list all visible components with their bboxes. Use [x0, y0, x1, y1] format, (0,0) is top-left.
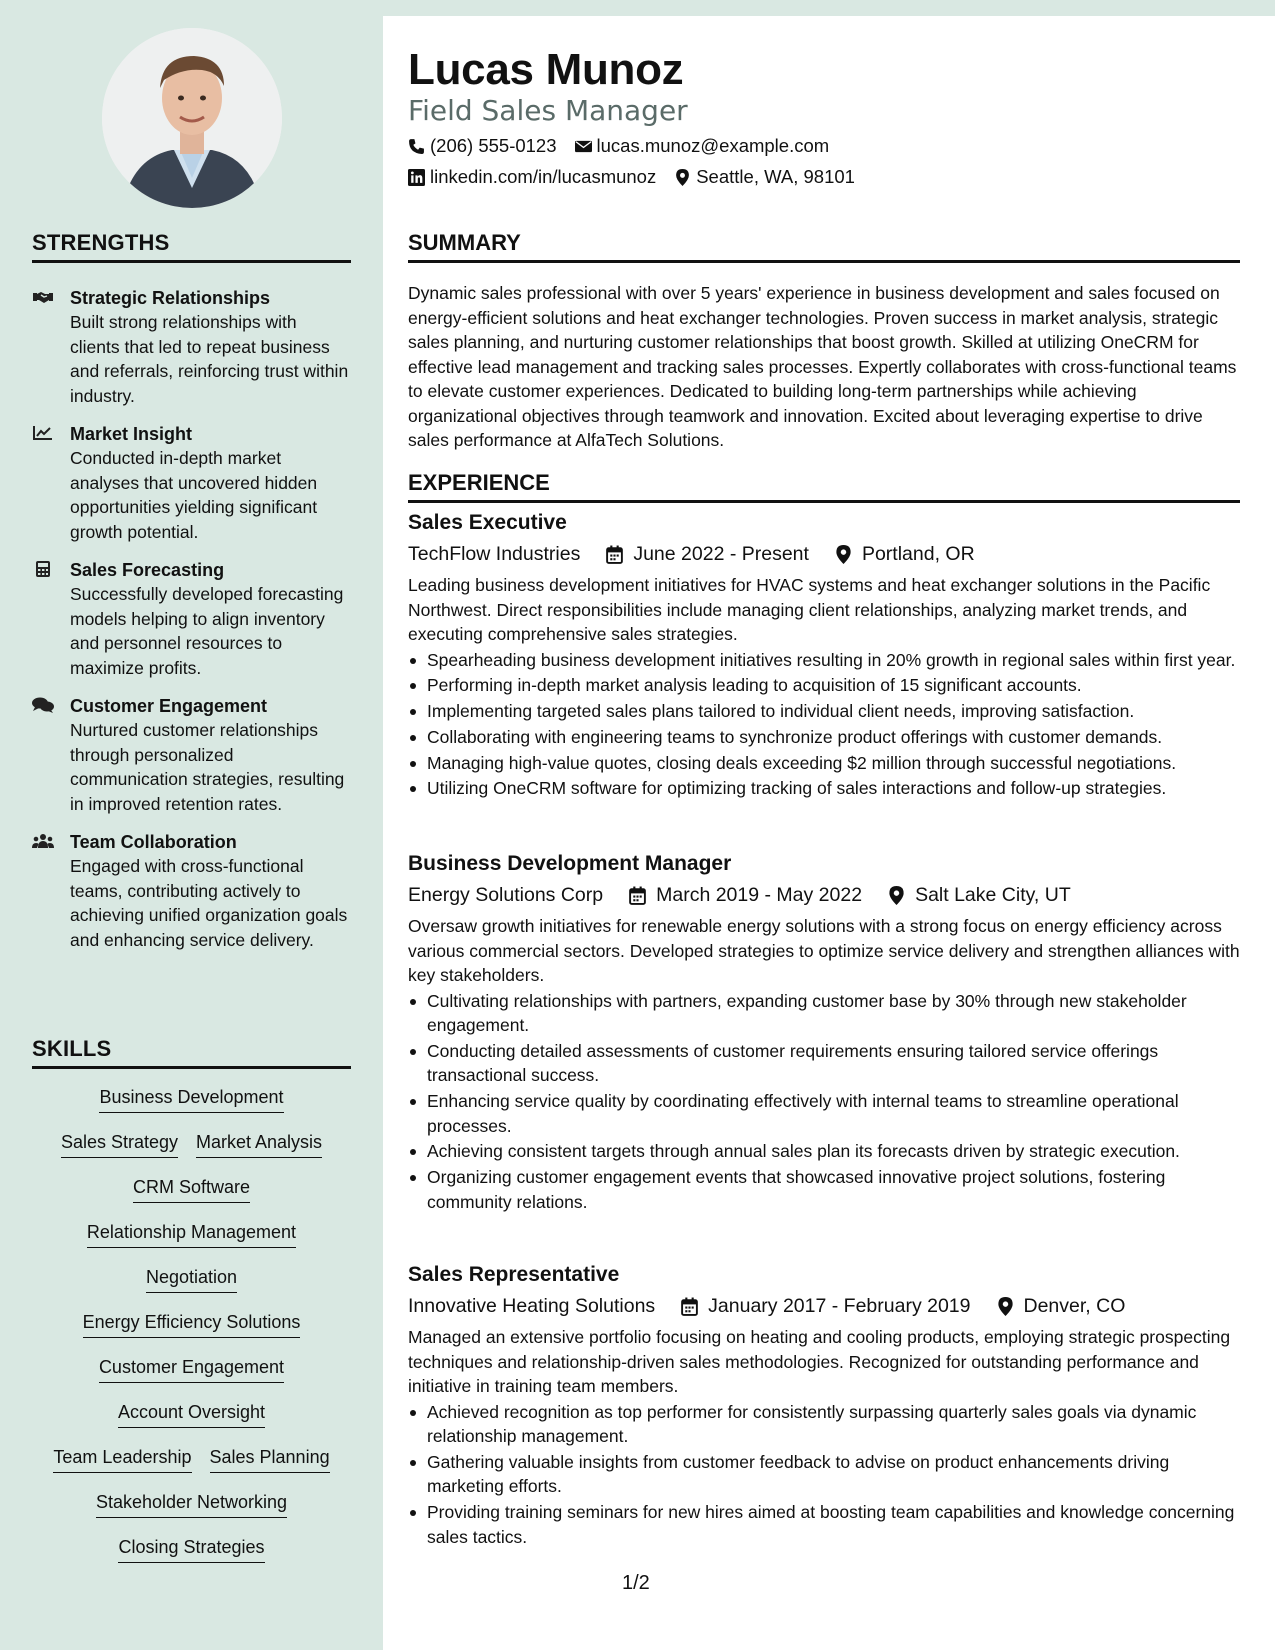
job-title: Sales Executive [408, 511, 567, 534]
strength-item [32, 422, 351, 544]
calendar-icon [681, 1297, 698, 1316]
strength-description: Conducted in-depth market analyses that uncovered hidden opportunities yielding significant growth potential. [70, 448, 318, 542]
job-description: Leading business development initiatives for HVAC systems and heat exchanger solutions in the Pacific Northwest. Direct responsibilities include managing client relationships, analyzing market trends, and executing comprehensive sales strategies. [408, 575, 1211, 644]
handshake-icon [32, 289, 70, 305]
bullet-item: Achieved recognition as top performer for consistently surpassing quarterly sales goals via dynamic relationship management. [408, 1400, 1240, 1449]
job-bullets [408, 989, 1240, 1215]
strength-title: Customer Engagement [70, 696, 268, 716]
job-dates: March 2019 - May 2022 [656, 884, 863, 906]
linkedin-icon [408, 169, 425, 186]
bullet-item: Conducting detailed assessments of customer requirements ensuring tailored service offerings transactional success. [408, 1039, 1240, 1088]
job-title: Sales Representative [408, 1263, 620, 1286]
strength-description: Nurtured customer relationships through personalized communication strategies, resulting in improved retention rates. [70, 720, 345, 814]
strength-item [32, 694, 351, 816]
chart-line-icon [32, 425, 70, 441]
company-name: TechFlow Industries [408, 543, 581, 565]
users-icon [32, 833, 70, 849]
strength-item [32, 286, 351, 408]
page-number: 1/2 [622, 1572, 650, 1594]
bullet-item: Managing high-value quotes, closing deals exceeding $2 million through successful negotiations. [408, 751, 1240, 776]
calendar-icon [629, 886, 646, 905]
bullet-item: Implementing targeted sales plans tailored to individual client needs, improving satisfaction. [408, 699, 1240, 724]
bullet-item: Enhancing service quality by coordinating effectively with internal teams to streamline operational processes. [408, 1089, 1240, 1138]
strength-description: Engaged with cross-functional teams, contributing actively to achieving unified organization goals and enhancing service delivery. [70, 856, 348, 950]
linkedin-link[interactable]: linkedin.com/in/lucasmunoz [430, 166, 657, 187]
bullet-item: Utilizing OneCRM software for optimizing tracking of sales interactions and follow-up strategies. [408, 776, 1240, 801]
skill-tag: Sales Planning [210, 1445, 330, 1473]
strength-description: Successfully developed forecasting models helping to align inventory and personnel resources to maximize profits. [70, 584, 344, 678]
phone-icon [408, 138, 425, 155]
contact-row [408, 165, 855, 189]
summary-text: Dynamic sales professional with over 5 years' experience in business development and sales focused on energy-efficient solutions and heat exchanger technologies. Proven success in market analysis, strategic sales planning, and nurturing customer relationships that boost growth. Skilled at utilizing OneCRM for effective lead management and tracking sales processes. Expertly collaborates with cross-functional teams to elevate customer experiences. Dedicated to building long-term partnerships while achieving organizational objectives through teamwork and innovation. Excited about leveraging expertise to drive sales performance at AlfaTech Solutions. [408, 283, 1237, 450]
job-title: Business Development Manager [408, 852, 732, 875]
strength-title: Market Insight [70, 424, 193, 444]
skill-tag: Stakeholder Networking [96, 1490, 287, 1518]
skills-list [32, 1085, 351, 1580]
candidate-role: Field Sales Manager [408, 94, 688, 127]
bullet-item: Gathering valuable insights from customer feedback to advise on product enhancements driving marketing efforts. [408, 1450, 1240, 1499]
strength-description: Built strong relationships with clients that led to repeat business and referrals, reinforcing trust within industry. [70, 312, 349, 406]
bullet-item: Performing in-depth market analysis leading to acquisition of 15 significant accounts. [408, 673, 1240, 698]
phone-number[interactable]: (206) 555-0123 [430, 135, 557, 156]
job-description: Managed an extensive portfolio focusing on heating and cooling products, employing strategic prospecting techniques and relationship-driven sales methodologies. Recognized for outstanding performance and initiative in training team members. [408, 1327, 1231, 1396]
skill-tag: Negotiation [146, 1265, 237, 1293]
location-pin-icon [888, 886, 905, 905]
skill-tag: Relationship Management [87, 1220, 296, 1248]
job-entry [408, 1261, 1240, 1550]
job-location: Denver, CO [1023, 1295, 1126, 1317]
experience-heading: EXPERIENCE [408, 470, 1240, 503]
skill-tag: Team Leadership [53, 1445, 191, 1473]
job-bullets [408, 648, 1240, 801]
email-link[interactable]: lucas.munoz@example.com [596, 135, 830, 156]
skill-tag: Market Analysis [196, 1130, 322, 1158]
strength-item [32, 830, 351, 952]
candidate-name: Lucas Munoz [408, 45, 684, 94]
job-entry [408, 850, 1240, 1215]
job-description: Oversaw growth initiatives for renewable energy solutions with a strong focus on energy efficiency across various commercial sectors. Developed strategies to optimize service delivery and strengthen alliances with key stakeholders. [408, 916, 1240, 985]
location-pin-icon [674, 169, 691, 186]
skill-tag: Customer Engagement [99, 1355, 284, 1383]
bullet-item: Spearheading business development initiatives resulting in 20% growth in regional sales within first year. [408, 648, 1240, 673]
job-dates: June 2022 - Present [633, 543, 809, 565]
summary-heading: SUMMARY [408, 230, 1240, 263]
job-dates: January 2017 - February 2019 [708, 1295, 971, 1317]
company-name: Energy Solutions Corp [408, 884, 604, 906]
job-entry [408, 509, 1240, 802]
skill-tag: CRM Software [133, 1175, 250, 1203]
job-bullets [408, 1400, 1240, 1550]
job-location: Salt Lake City, UT [915, 884, 1071, 906]
bullet-item: Achieving consistent targets through annual sales plan its forecasts driven by strategic execution. [408, 1139, 1240, 1164]
bullet-item: Collaborating with engineering teams to synchronize product offerings with customer demands. [408, 725, 1240, 750]
strengths-heading: STRENGTHS [32, 230, 351, 263]
strengths-list [32, 286, 351, 966]
comments-icon [32, 697, 70, 713]
location-pin-icon [835, 545, 852, 564]
bullet-item: Providing training seminars for new hires aimed at boosting team capabilities and knowledge concerning sales tactics. [408, 1500, 1240, 1549]
strength-title: Team Collaboration [70, 832, 237, 852]
profile-photo [102, 28, 282, 208]
strength-title: Sales Forecasting [70, 560, 225, 580]
skills-heading: SKILLS [32, 1036, 351, 1069]
calendar-icon [606, 545, 623, 564]
envelope-icon [575, 138, 592, 155]
skill-tag: Energy Efficiency Solutions [83, 1310, 301, 1338]
location-text: Seattle, WA, 98101 [696, 166, 855, 187]
skill-tag: Business Development [99, 1085, 283, 1113]
strength-title: Strategic Relationships [70, 288, 271, 308]
skill-tag: Closing Strategies [118, 1535, 264, 1563]
calculator-icon [32, 561, 70, 577]
strength-item [32, 558, 351, 680]
location-pin-icon [997, 1297, 1014, 1316]
skill-tag: Sales Strategy [61, 1130, 178, 1158]
bullet-item: Organizing customer engagement events that showcased innovative project solutions, fostering community relations. [408, 1165, 1240, 1214]
contact-row [408, 134, 829, 158]
bullet-item: Cultivating relationships with partners, expanding customer base by 30% through new stakeholder engagement. [408, 989, 1240, 1038]
company-name: Innovative Heating Solutions [408, 1295, 656, 1317]
job-location: Portland, OR [861, 543, 975, 565]
skill-tag: Account Oversight [118, 1400, 265, 1428]
